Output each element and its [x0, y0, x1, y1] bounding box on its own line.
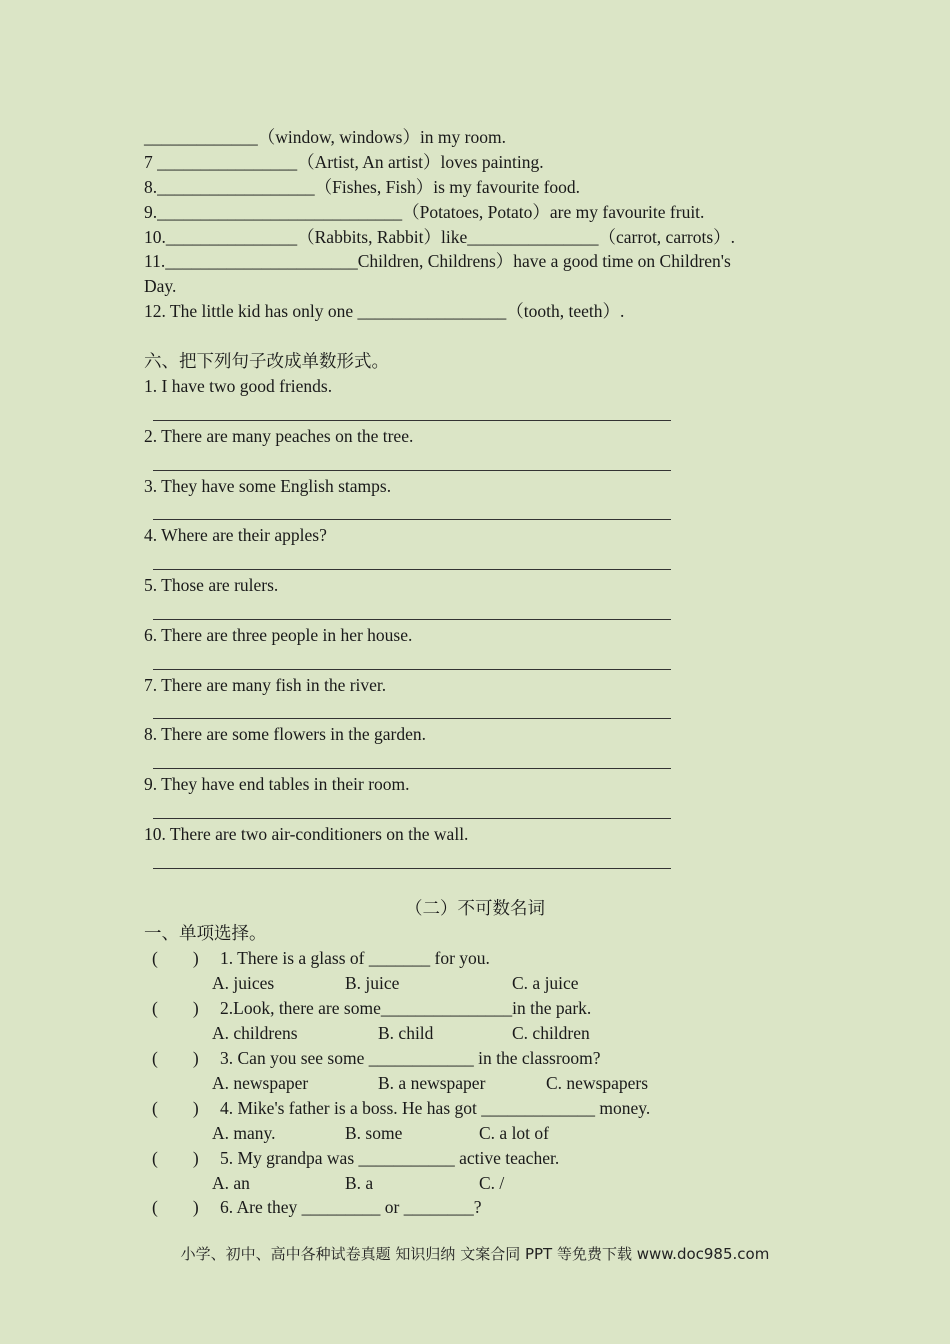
answer-paren-4[interactable]: ( ) [152, 1098, 199, 1118]
question-3: 3. Can you see some ____________ in the classroom? [220, 1048, 601, 1068]
q3-option-b: B. a newspaper [378, 1073, 486, 1093]
answer-line-4[interactable] [153, 569, 671, 570]
q1-option-c: C. a juice [512, 973, 579, 993]
answer-paren-6[interactable]: ( ) [152, 1197, 199, 1217]
answer-paren-1[interactable]: ( ) [152, 948, 199, 968]
q3-option-a: A. newspaper [212, 1073, 309, 1093]
answer-paren-3[interactable]: ( ) [152, 1048, 199, 1068]
answer-paren-5[interactable]: ( ) [152, 1148, 199, 1168]
fill-line-8: 8.__________________（Fishes, Fish）is my favourite food. [144, 177, 581, 197]
footer-watermark: 小学、初中、高中各种试卷真题 知识归纳 文案合同 PPT 等免费下载 www.doc985.com [180, 1245, 770, 1263]
answer-line-1[interactable] [153, 420, 671, 421]
q2-option-a: A. childrens [212, 1023, 298, 1043]
sentence-9: 9. They have end tables in their room. [144, 774, 410, 794]
answer-line-8[interactable] [153, 768, 671, 769]
fill-line-7: 7 ________________（Artist, An artist）loves painting. [144, 152, 544, 172]
fill-line-11: 11.______________________Children, Childrens）have a good time on Children's [144, 251, 731, 271]
sentence-2: 2. There are many peaches on the tree. [144, 426, 414, 446]
question-6: 6. Are they _________ or ________? [220, 1197, 482, 1217]
fill-line-9: 9.____________________________（Potatoes, Potato）are my favourite fruit. [144, 202, 705, 222]
answer-line-9[interactable] [153, 818, 671, 819]
q5-option-a: A. an [212, 1173, 250, 1193]
q5-option-b: B. a [345, 1173, 374, 1193]
fill-line-6: _____________（window, windows）in my room. [144, 127, 506, 147]
question-2: 2.Look, there are some_______________in the park. [220, 998, 592, 1018]
section-title-uncountable: （二）不可数名词 [405, 898, 545, 918]
sentence-7: 7. There are many fish in the river. [144, 675, 387, 695]
answer-line-3[interactable] [153, 519, 671, 520]
q1-option-b: B. juice [345, 973, 400, 993]
section-six-heading: 六、把下列句子改成单数形式。 [144, 351, 389, 371]
answer-line-5[interactable] [153, 619, 671, 620]
q1-option-a: A. juices [212, 973, 275, 993]
sentence-6: 6. There are three people in her house. [144, 625, 413, 645]
q2-option-c: C. children [512, 1023, 590, 1043]
q2-option-b: B. child [378, 1023, 434, 1043]
sentence-4: 4. Where are their apples? [144, 525, 327, 545]
sentence-10: 10. There are two air-conditioners on the wall. [144, 824, 469, 844]
answer-line-6[interactable] [153, 669, 671, 670]
section-one-heading: 一、单项选择。 [144, 923, 267, 943]
answer-line-2[interactable] [153, 470, 671, 471]
sentence-3: 3. They have some English stamps. [144, 476, 392, 496]
answer-line-10[interactable] [153, 868, 671, 869]
answer-line-7[interactable] [153, 718, 671, 719]
q4-option-b: B. some [345, 1123, 403, 1143]
question-4: 4. Mike's father is a boss. He has got _____________ money. [220, 1098, 651, 1118]
sentence-1: 1. I have two good friends. [144, 376, 333, 396]
fill-line-11-cont: Day. [144, 276, 177, 296]
sentence-5: 5. Those are rulers. [144, 575, 279, 595]
fill-line-10: 10._______________（Rabbits, Rabbit）like_______________（carrot, carrots）. [144, 227, 736, 247]
answer-paren-2[interactable]: ( ) [152, 998, 199, 1018]
fill-line-12: 12. The little kid has only one _________________（tooth, teeth）. [144, 301, 625, 321]
q4-option-a: A. many. [212, 1123, 276, 1143]
q3-option-c: C. newspapers [546, 1073, 649, 1093]
question-5: 5. My grandpa was ___________ active teacher. [220, 1148, 560, 1168]
sentence-8: 8. There are some flowers in the garden. [144, 724, 426, 744]
q4-option-c: C. a lot of [479, 1123, 549, 1143]
q5-option-c: C. / [479, 1173, 505, 1193]
question-1: 1. There is a glass of _______ for you. [220, 948, 490, 968]
